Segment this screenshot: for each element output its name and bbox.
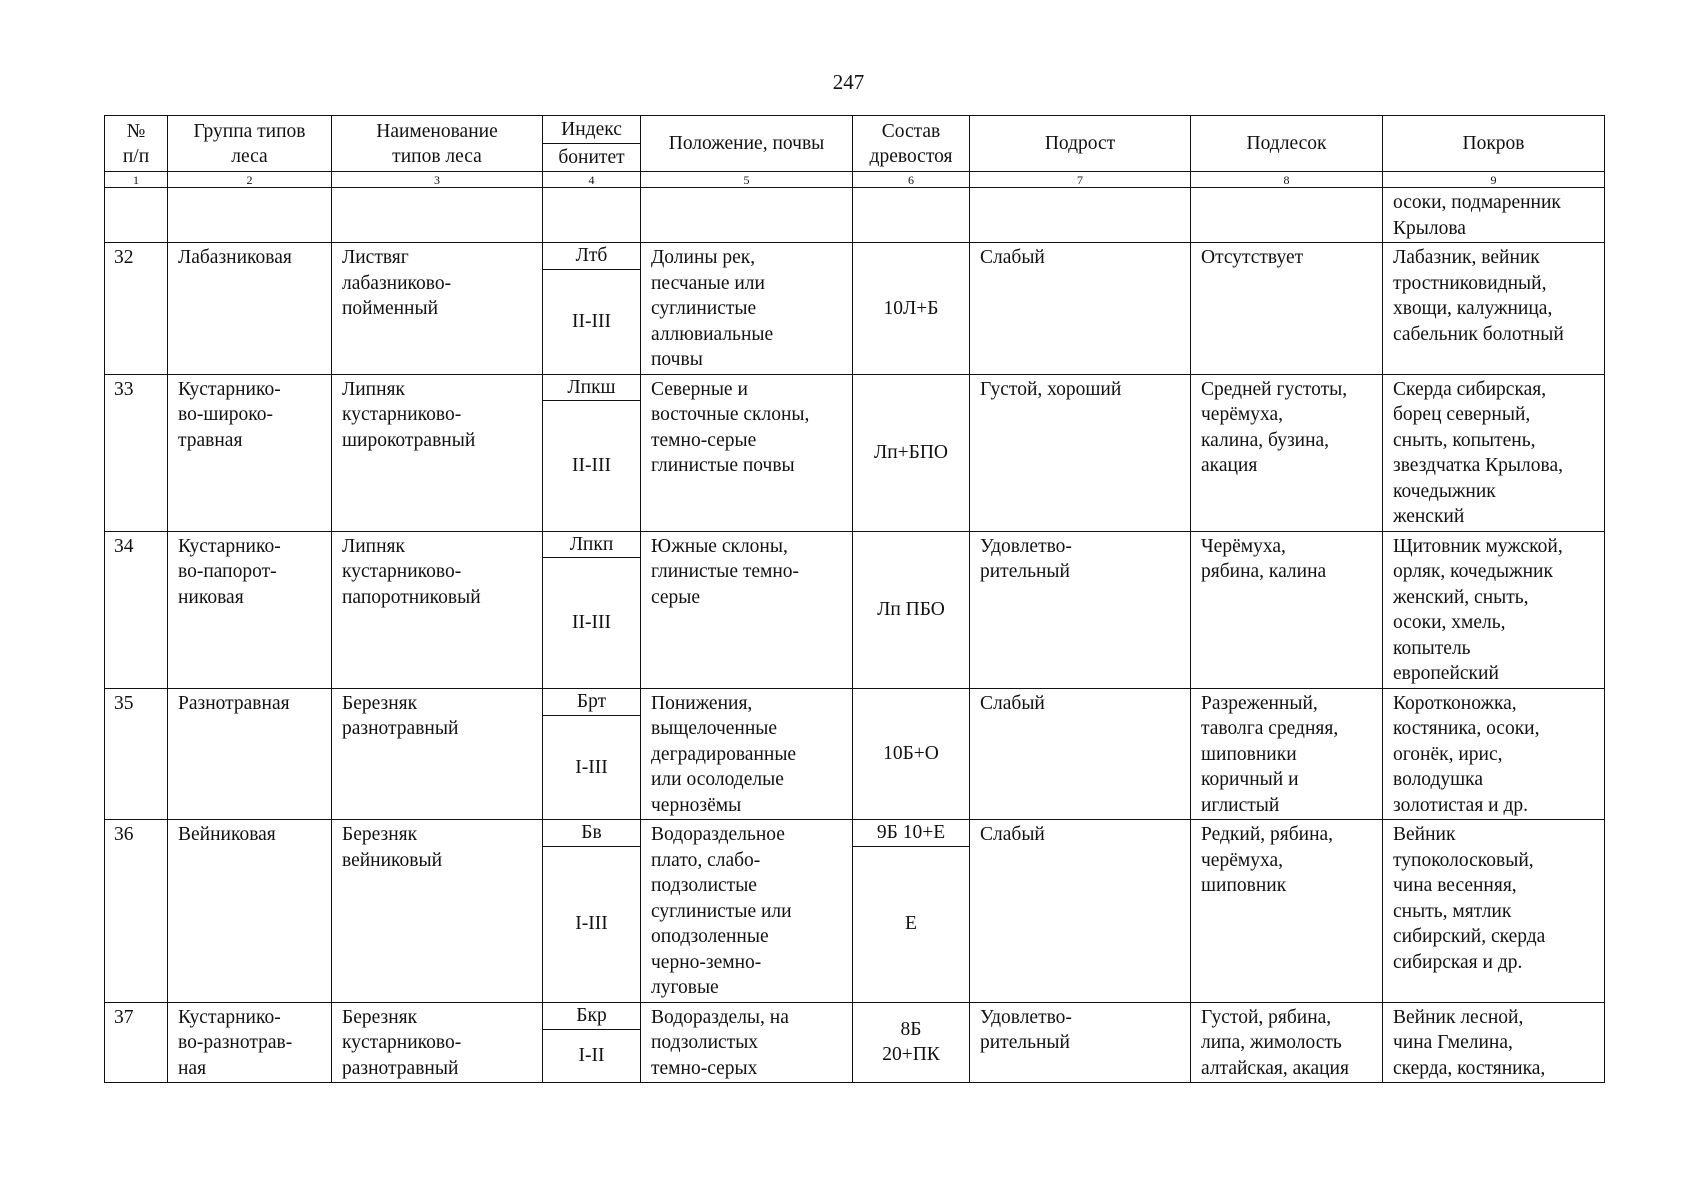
- undergrowth-cell: Удовлетво- рительный: [970, 1002, 1191, 1083]
- group-cell: Разнотравная: [168, 688, 332, 820]
- position-cell: Водораздельное плато, слабо- подзолистые суглинистые или оподзоленные черно-земно- луговые: [641, 820, 853, 1003]
- composition-cell: 8Б 20+ПК: [853, 1002, 970, 1083]
- cover-cell: Щитовник мужской, орляк, кочедыжник женский, сныть, осоки, хмель, копытель европейский: [1383, 531, 1605, 688]
- row-number: 33: [105, 374, 168, 531]
- position-cell: Водоразделы, на подзолистых темно-серых: [641, 1002, 853, 1083]
- column-number: 6: [853, 172, 970, 188]
- understory-cell: Черёмуха, рябина, калина: [1191, 531, 1383, 688]
- group-cell: Кустарнико- во-широко- травная: [168, 374, 332, 531]
- name-cell: Березняк кустарниково- разнотравный: [332, 1002, 543, 1083]
- position-cell: Южные склоны, глинистые темно- серые: [641, 531, 853, 688]
- index-cell: Лпкп: [543, 531, 641, 558]
- column-number: 7: [970, 172, 1191, 188]
- index-cell: Брт: [543, 688, 641, 715]
- row-number: 32: [105, 243, 168, 375]
- header-cover: Покров: [1383, 116, 1605, 172]
- understory-cell: Редкий, рябина, черёмуха, шиповник: [1191, 820, 1383, 1003]
- table-row: [105, 531, 1605, 558]
- column-number-row: [105, 172, 1605, 188]
- undergrowth-cell: Удовлетво- рительный: [970, 531, 1191, 688]
- row-number: 35: [105, 688, 168, 820]
- undergrowth-cell: Густой, хороший: [970, 374, 1191, 531]
- header-undergrowth: Подрост: [970, 116, 1191, 172]
- name-cell: Березняк вейниковый: [332, 820, 543, 1003]
- table-row: [105, 1002, 1605, 1030]
- understory-cell: Густой, рябина, липа, жимолость алтайская, акация: [1191, 1002, 1383, 1083]
- forest-types-table: [104, 115, 1605, 1083]
- bonitet-cell: I-II: [543, 1030, 641, 1083]
- column-number: 8: [1191, 172, 1383, 188]
- bonitet-cell: II-III: [543, 401, 641, 531]
- header-understory: Подлесок: [1191, 116, 1383, 172]
- row-number: 37: [105, 1002, 168, 1083]
- header-position: Положение, почвы: [641, 116, 853, 172]
- table-row: [105, 820, 1605, 847]
- header-group: Группа типов леса: [168, 116, 332, 172]
- composition-cell: 10Б+О: [853, 688, 970, 820]
- composition-cell: Лп ПБО: [853, 531, 970, 688]
- header-name: Наименование типов леса: [332, 116, 543, 172]
- table-row: [105, 243, 1605, 270]
- bonitet-cell: II-III: [543, 270, 641, 374]
- group-cell: Лабазниковая: [168, 243, 332, 375]
- composition-cell: 9Б 10+Е: [853, 820, 970, 847]
- column-number: 5: [641, 172, 853, 188]
- composition-cell: Лп+БПО: [853, 374, 970, 531]
- understory-cell: Отсутствует: [1191, 243, 1383, 375]
- name-cell: Листвяг лабазниково- пойменный: [332, 243, 543, 375]
- position-cell: Понижения, выщелоченные деградированные или осолоделые чернозёмы: [641, 688, 853, 820]
- index-cell: Бв: [543, 820, 641, 847]
- header-index: Индекс: [543, 116, 641, 144]
- position-cell: Долины рек, песчаные или суглинистые аллювиальные почвы: [641, 243, 853, 375]
- continuation-row: [105, 188, 1605, 243]
- bonitet-cell: II-III: [543, 558, 641, 688]
- index-cell: Лпкш: [543, 374, 641, 401]
- name-cell: Липняк кустарниково- широкотравный: [332, 374, 543, 531]
- index-cell: Лтб: [543, 243, 641, 270]
- name-cell: Липняк кустарниково- папоротниковый: [332, 531, 543, 688]
- cover-cell: Вейник тупоколосковый, чина весенняя, сныть, мятлик сибирский, скерда сибирская и др.: [1383, 820, 1605, 1003]
- position-cell: Северные и восточные склоны, темно-серые глинистые почвы: [641, 374, 853, 531]
- row-number: 36: [105, 820, 168, 1003]
- header-composition: Состав древостоя: [853, 116, 970, 172]
- cover-cell: Скерда сибирская, борец северный, сныть, копытень, звездчатка Крылова, кочедыжник женский: [1383, 374, 1605, 531]
- bonitet-cell: I-III: [543, 715, 641, 819]
- cover-cell: осоки, подмаренник Крылова: [1383, 188, 1605, 243]
- understory-cell: Средней густоты, черёмуха, калина, бузина, акация: [1191, 374, 1383, 531]
- table-row: [105, 688, 1605, 715]
- header-num: № п/п: [105, 116, 168, 172]
- composition-cell: Е: [853, 846, 970, 1002]
- column-number: 3: [332, 172, 543, 188]
- index-cell: Бкр: [543, 1002, 641, 1030]
- bonitet-cell: I-III: [543, 846, 641, 1002]
- name-cell: Березняк разнотравный: [332, 688, 543, 820]
- group-cell: Кустарнико- во-разнотрав- ная: [168, 1002, 332, 1083]
- undergrowth-cell: Слабый: [970, 243, 1191, 375]
- composition-cell: 10Л+Б: [853, 243, 970, 375]
- row-number: 34: [105, 531, 168, 688]
- group-cell: Кустарнико- во-папорот- никовая: [168, 531, 332, 688]
- undergrowth-cell: Слабый: [970, 688, 1191, 820]
- cover-cell: Коротконожка, костяника, осоки, огонёк, ирис, володушка золотистая и др.: [1383, 688, 1605, 820]
- group-cell: Вейниковая: [168, 820, 332, 1003]
- understory-cell: Разреженный, таволга средняя, шиповники коричный и иглистый: [1191, 688, 1383, 820]
- table-row: [105, 374, 1605, 401]
- page-number: 247: [832, 70, 865, 94]
- column-number: 1: [105, 172, 168, 188]
- column-number: 9: [1383, 172, 1605, 188]
- cover-cell: Вейник лесной, чина Гмелина, скерда, костяника,: [1383, 1002, 1605, 1083]
- header-bonitet: бонитет: [543, 144, 641, 172]
- column-number: 2: [168, 172, 332, 188]
- cover-cell: Лабазник, вейник тростниковидный, хвощи, калужница, сабельник болотный: [1383, 243, 1605, 375]
- column-number: 4: [543, 172, 641, 188]
- undergrowth-cell: Слабый: [970, 820, 1191, 1003]
